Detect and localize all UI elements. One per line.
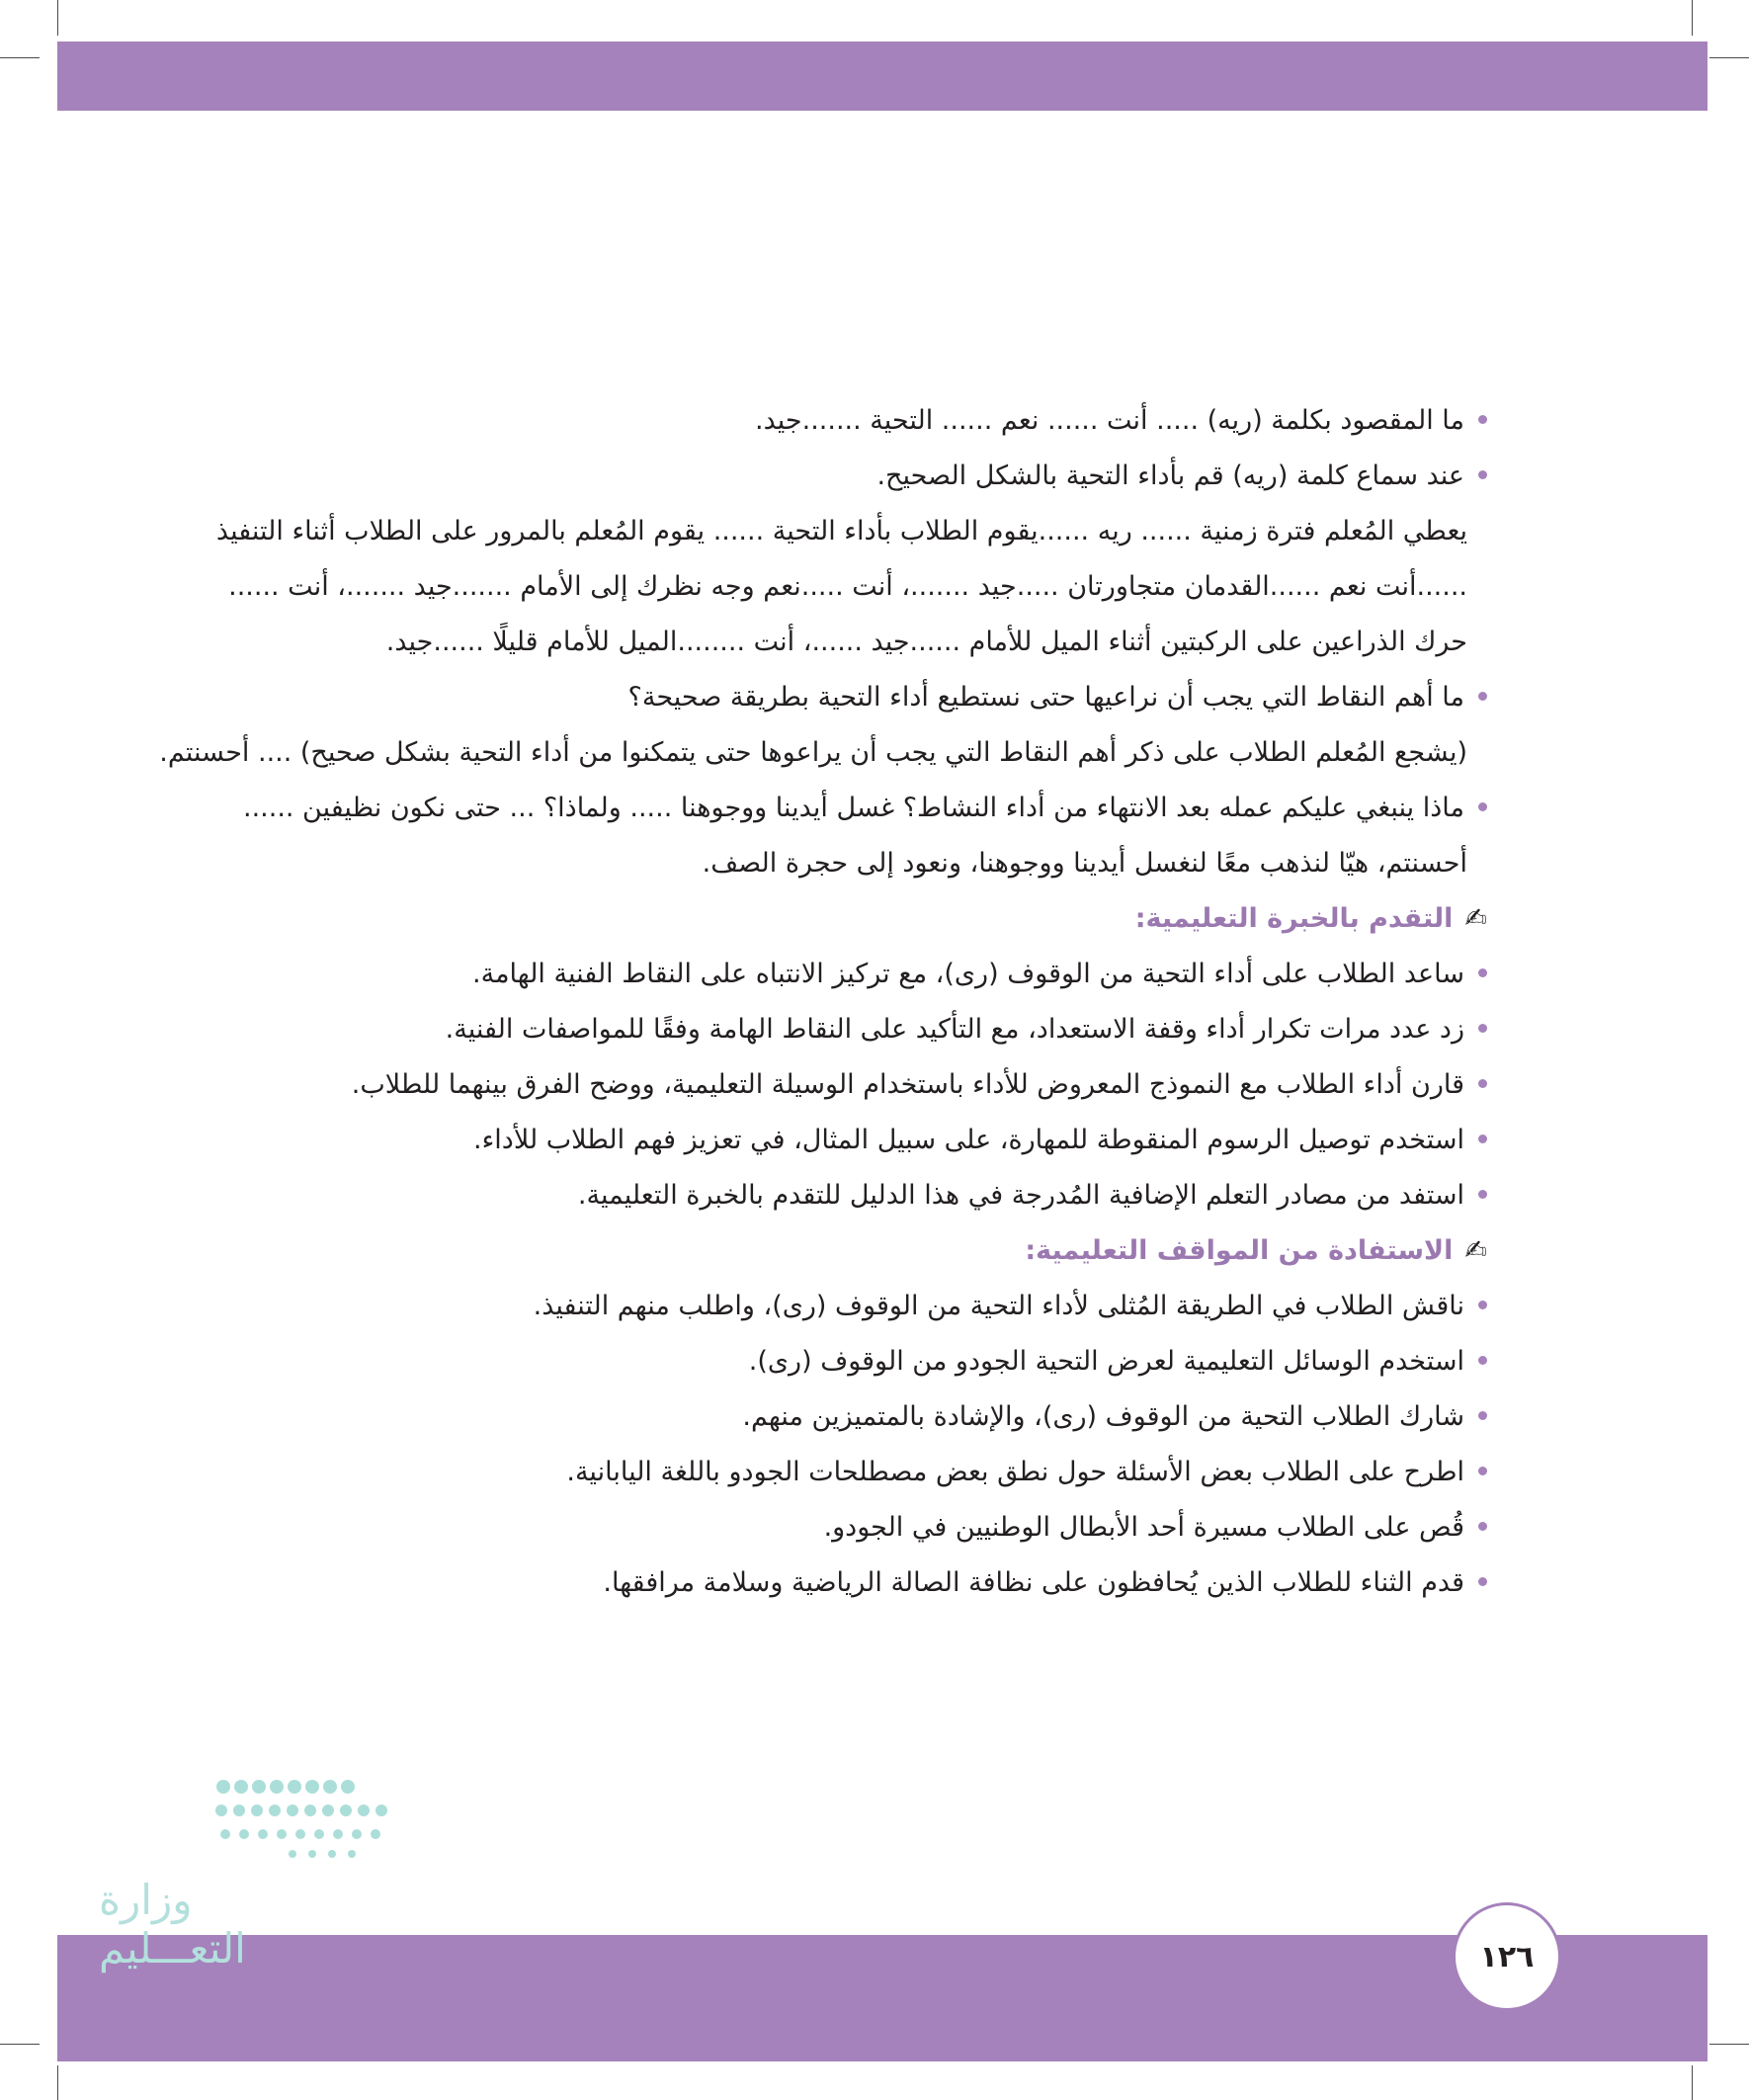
line-text: عند سماع كلمة (ريه) قم بأداء التحية بالشكل الصحيح. bbox=[876, 461, 1464, 491]
crop-mark bbox=[57, 0, 58, 36]
bullet-item bbox=[212, 1113, 1487, 1168]
logo-dot bbox=[233, 1805, 245, 1816]
line-text: يعطي المُعلم فترة زمنية ...... ريه ......يقوم الطلاب بأداء التحية ...... يقوم المُعلم بالمرور على الطلاب أثناء التنفيذ bbox=[215, 516, 1467, 546]
logo-dot bbox=[323, 1780, 337, 1794]
bullet-item bbox=[212, 1445, 1487, 1500]
line-text: زد عدد مرات تكرار أداء وقفة الاستعداد، مع التأكيد على النقاط الهامة وفقًا للمواصفات الفنية. bbox=[445, 1014, 1464, 1045]
logo-dot bbox=[252, 1780, 266, 1794]
bullet-item bbox=[212, 1057, 1487, 1113]
logo-dot bbox=[270, 1780, 284, 1794]
logo-dot bbox=[305, 1780, 319, 1794]
logo-dot bbox=[352, 1829, 362, 1839]
pen-icon: ✍ bbox=[1464, 903, 1487, 934]
bullet-item bbox=[212, 1279, 1487, 1334]
bullet-icon bbox=[1478, 692, 1487, 701]
logo-dot bbox=[234, 1780, 248, 1794]
logo-dot bbox=[287, 1805, 298, 1816]
line-text: حرك الذراعين على الركبتين أثناء الميل للأمام ......جيد ......، أنت ........الميل للأمام قليلًا ......جيد. bbox=[385, 627, 1467, 657]
line-text: الاستفادة من المواقف التعليمية: bbox=[1025, 1235, 1454, 1266]
crop-mark bbox=[1709, 57, 1749, 58]
logo-dot bbox=[333, 1829, 343, 1839]
bullet-icon bbox=[1478, 1577, 1487, 1586]
page-number: ١٢٦ bbox=[1479, 1939, 1535, 1974]
header-band bbox=[57, 42, 1707, 111]
crop-mark bbox=[0, 2044, 40, 2045]
logo-dot bbox=[371, 1829, 380, 1839]
crop-mark bbox=[1692, 2065, 1693, 2100]
page-number-badge bbox=[1453, 1902, 1561, 2011]
line-text: ماذا ينبغي عليكم عمله بعد الانتهاء من أداء النشاط؟ غسل أيدينا ووجوهنا ..... ولماذا؟ ... حتى نكون نظيفين ...... bbox=[242, 793, 1464, 823]
logo-dot bbox=[322, 1805, 334, 1816]
logo-dot bbox=[269, 1805, 281, 1816]
indented-text bbox=[212, 615, 1487, 670]
logo-dot bbox=[216, 1780, 230, 1794]
bullet-icon bbox=[1478, 1190, 1487, 1199]
crop-mark bbox=[0, 57, 40, 58]
bullet-item bbox=[212, 1389, 1487, 1445]
logo-dot bbox=[220, 1829, 230, 1839]
bullet-icon bbox=[1478, 1134, 1487, 1143]
indented-text bbox=[212, 504, 1487, 559]
bullet-item bbox=[212, 1334, 1487, 1389]
pen-icon: ✍ bbox=[1464, 1235, 1487, 1266]
logo-dot bbox=[288, 1780, 301, 1794]
line-text: (يشجع المُعلم الطلاب على ذكر أهم النقاط التي يجب أن يراعوها حتى يتمكنوا من أداء التحية بشكل صحيح) .... أحسنتم. bbox=[159, 737, 1467, 768]
logo-dot bbox=[348, 1850, 356, 1858]
crop-mark bbox=[57, 2065, 58, 2100]
line-text: شارك الطلاب التحية من الوقوف (رى)، والإشادة بالمتميزين منهم. bbox=[742, 1401, 1464, 1432]
line-text: قدم الثناء للطلاب الذين يُحافظون على نظافة الصالة الرياضية وسلامة مرافقها. bbox=[603, 1567, 1464, 1598]
bullet-icon bbox=[1478, 968, 1487, 977]
bullet-icon bbox=[1478, 1024, 1487, 1033]
line-text: استخدم الوسائل التعليمية لعرض التحية الجودو من الوقوف (رى). bbox=[748, 1346, 1464, 1377]
logo-dot bbox=[239, 1829, 249, 1839]
section-heading bbox=[212, 1223, 1487, 1279]
page-body bbox=[159, 393, 1487, 1611]
ministry-logo-text: وزارة التعـــليم bbox=[99, 1876, 246, 1973]
bullet-item bbox=[212, 1168, 1487, 1223]
bullet-icon bbox=[1478, 1411, 1487, 1420]
bullet-item bbox=[212, 449, 1487, 504]
crop-mark bbox=[1692, 0, 1693, 36]
logo-dot bbox=[215, 1805, 227, 1816]
logo-dot bbox=[308, 1850, 316, 1858]
indented-text bbox=[159, 725, 1487, 781]
indented-text bbox=[212, 559, 1487, 615]
bullet-item bbox=[212, 393, 1487, 449]
bullet-icon bbox=[1478, 1356, 1487, 1365]
line-text: استفد من مصادر التعلم الإضافية المُدرجة في هذا الدليل للتقدم بالخبرة التعليمية. bbox=[577, 1180, 1464, 1211]
bullet-icon bbox=[1478, 1467, 1487, 1475]
line-text: ما المقصود بكلمة (ريه) ..... أنت ...... نعم ...... التحية .......جيد. bbox=[755, 405, 1464, 436]
bullet-icon bbox=[1478, 470, 1487, 479]
bullet-icon bbox=[1478, 1522, 1487, 1531]
logo-dot bbox=[289, 1850, 296, 1858]
bullet-item bbox=[212, 670, 1487, 725]
line-text: ......أنت نعم ......القدمان متجاورتان .....جيد .......، أنت .....نعم وجه نظرك إلى الأمام .......جيد .......، أنت ...... bbox=[228, 571, 1467, 602]
line-text: استخدم توصيل الرسوم المنقوطة للمهارة، على سبيل المثال، في تعزيز فهم الطلاب للأداء. bbox=[473, 1125, 1464, 1155]
bullet-item bbox=[212, 1002, 1487, 1057]
line-text: اطرح على الطلاب بعض الأسئلة حول نطق بعض مصطلحات الجودو باللغة اليابانية. bbox=[566, 1457, 1464, 1487]
bullet-item bbox=[212, 1500, 1487, 1555]
crop-mark bbox=[1709, 2044, 1749, 2045]
indented-text bbox=[212, 836, 1487, 891]
line-text: ناقش الطلاب في الطريقة المُثلى لأداء التحية من الوقوف (رى)، واطلب منهم التنفيذ. bbox=[533, 1291, 1464, 1321]
logo-dot bbox=[340, 1805, 352, 1816]
line-text: ما أهم النقاط التي يجب أن نراعيها حتى نستطيع أداء التحية بطريقة صحيحة؟ bbox=[627, 682, 1464, 713]
line-text: أحسنتم، هيّا لنذهب معًا لنغسل أيدينا ووجوهنا، ونعود إلى حجرة الصف. bbox=[702, 848, 1467, 879]
logo-dot bbox=[304, 1805, 316, 1816]
bullet-icon bbox=[1478, 415, 1487, 424]
logo-dot bbox=[375, 1805, 387, 1816]
line-text: قُص على الطلاب مسيرة أحد الأبطال الوطنيين في الجودو. bbox=[823, 1512, 1464, 1543]
logo-dot bbox=[251, 1805, 263, 1816]
bullet-item bbox=[212, 1555, 1487, 1611]
line-text: ساعد الطلاب على أداء التحية من الوقوف (رى)، مع تركيز الانتباه على النقاط الفنية الهامة. bbox=[472, 959, 1464, 989]
bullet-item bbox=[212, 781, 1487, 836]
logo-dot bbox=[277, 1829, 287, 1839]
bullet-icon bbox=[1478, 802, 1487, 811]
line-text: التقدم بالخبرة التعليمية: bbox=[1134, 903, 1454, 934]
logo-dot bbox=[358, 1805, 370, 1816]
line-text: قارن أداء الطلاب مع النموذج المعروض للأداء باستخدام الوسيلة التعليمية، ووضح الفرق بينهما للطلاب. bbox=[351, 1069, 1464, 1100]
logo-dot bbox=[295, 1829, 305, 1839]
logo-dot bbox=[341, 1780, 355, 1794]
logo-dot bbox=[314, 1829, 324, 1839]
logo-dot bbox=[258, 1829, 268, 1839]
section-heading bbox=[212, 891, 1487, 947]
bullet-item bbox=[212, 947, 1487, 1002]
logo-dot bbox=[328, 1850, 336, 1858]
bullet-icon bbox=[1478, 1079, 1487, 1088]
bullet-icon bbox=[1478, 1301, 1487, 1309]
